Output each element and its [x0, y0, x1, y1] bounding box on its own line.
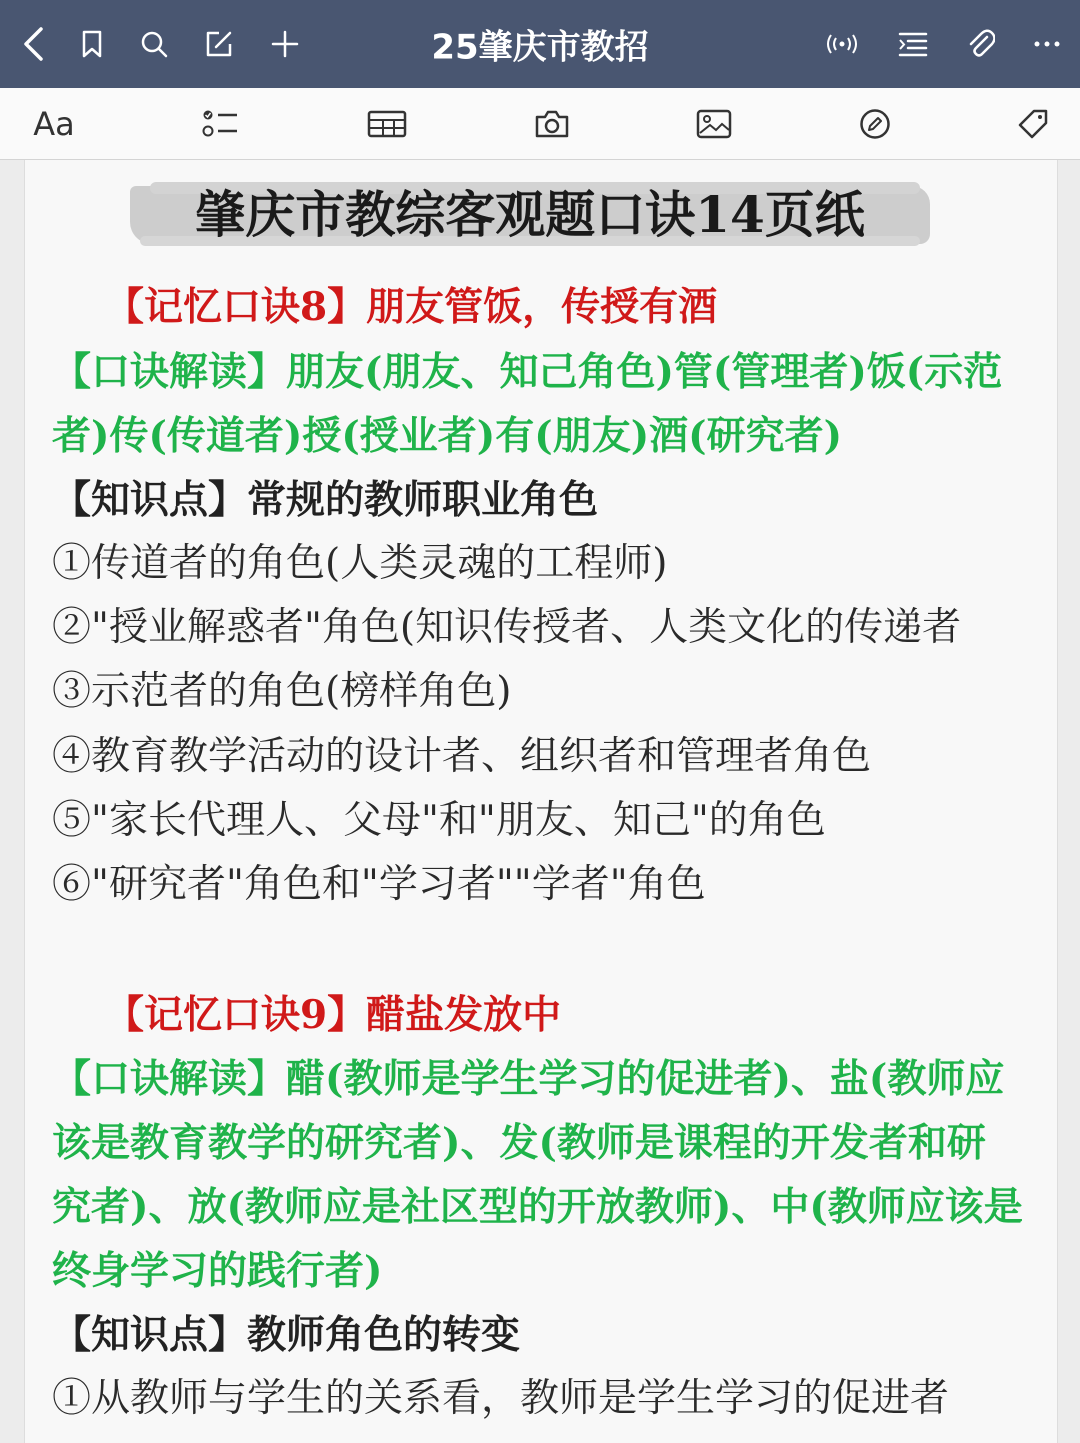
mnemonic-interpretation: 【口诀解读】朋友(朋友、知己角色)管(管理者)饭(示范 — [52, 349, 1003, 395]
back-icon[interactable] — [21, 26, 47, 62]
knowledge-point-heading: 【知识点】教师角色的转变 — [52, 1312, 521, 1358]
mnemonic-interpretation: 者)传(传道者)授(授业者)有(朋友)酒(研究者) — [52, 413, 843, 459]
list-item: ①传道者的角色(人类灵魂的工程师) — [52, 541, 668, 586]
edit-icon[interactable] — [204, 29, 234, 59]
image-icon[interactable] — [696, 109, 732, 139]
mnemonic-title: 【记忆口诀9】醋盐发放中 — [105, 992, 562, 1038]
mnemonic-interpretation: 【口诀解读】醋(教师是学生学习的促进者)、盐(教师应 — [52, 1056, 1005, 1102]
mnemonic-title: 【记忆口诀8】朋友管饭，传授有酒 — [105, 284, 718, 330]
audio-icon[interactable] — [825, 34, 859, 54]
list-item: ⑤"家长代理人、父母"和"朋友、知己"的角色 — [52, 798, 826, 843]
pen-icon[interactable] — [859, 108, 891, 140]
document-title: 25肇庆市教招 — [431, 27, 649, 68]
font-style-button[interactable]: Aa — [33, 105, 75, 143]
list-item: ⑥"研究者"角色和"学习者""学者"角色 — [52, 862, 706, 907]
heading-banner — [130, 182, 930, 252]
search-icon[interactable] — [140, 30, 168, 58]
list-item: ①从教师与学生的关系看，教师是学生学习的促进者 — [52, 1376, 950, 1421]
attachment-icon[interactable] — [967, 29, 995, 59]
camera-icon[interactable] — [534, 109, 570, 139]
mnemonic-interpretation: 该是教育教学的研究者)、发(教师是课程的开发者和研 — [52, 1120, 986, 1166]
format-toolbar — [0, 88, 1080, 160]
checklist-icon[interactable] — [202, 109, 238, 139]
add-icon[interactable] — [271, 30, 299, 58]
tag-icon[interactable] — [1018, 109, 1048, 139]
outline-icon[interactable] — [898, 31, 928, 57]
mnemonic-interpretation: 终身学习的践行者) — [52, 1248, 383, 1294]
knowledge-point-heading: 【知识点】常规的教师职业角色 — [52, 477, 599, 523]
table-icon[interactable] — [367, 110, 407, 138]
list-item: ②"授业解惑者"角色(知识传授者、人类文化的传递者 — [52, 605, 962, 650]
page-title: 肇庆市教综客观题口诀14页纸 — [195, 185, 865, 244]
more-icon[interactable] — [1034, 40, 1060, 48]
bookmark-icon[interactable] — [81, 30, 103, 58]
page-gutter — [1060, 160, 1080, 1443]
list-item: ④教育教学活动的设计者、组织者和管理者角色 — [52, 734, 872, 779]
list-item: ③示范者的角色(榜样角色) — [52, 669, 512, 714]
top-nav-bar — [0, 0, 1080, 88]
mnemonic-interpretation: 究者)、放(教师应是社区型的开放教师)、中(教师应该是 — [52, 1184, 1023, 1230]
